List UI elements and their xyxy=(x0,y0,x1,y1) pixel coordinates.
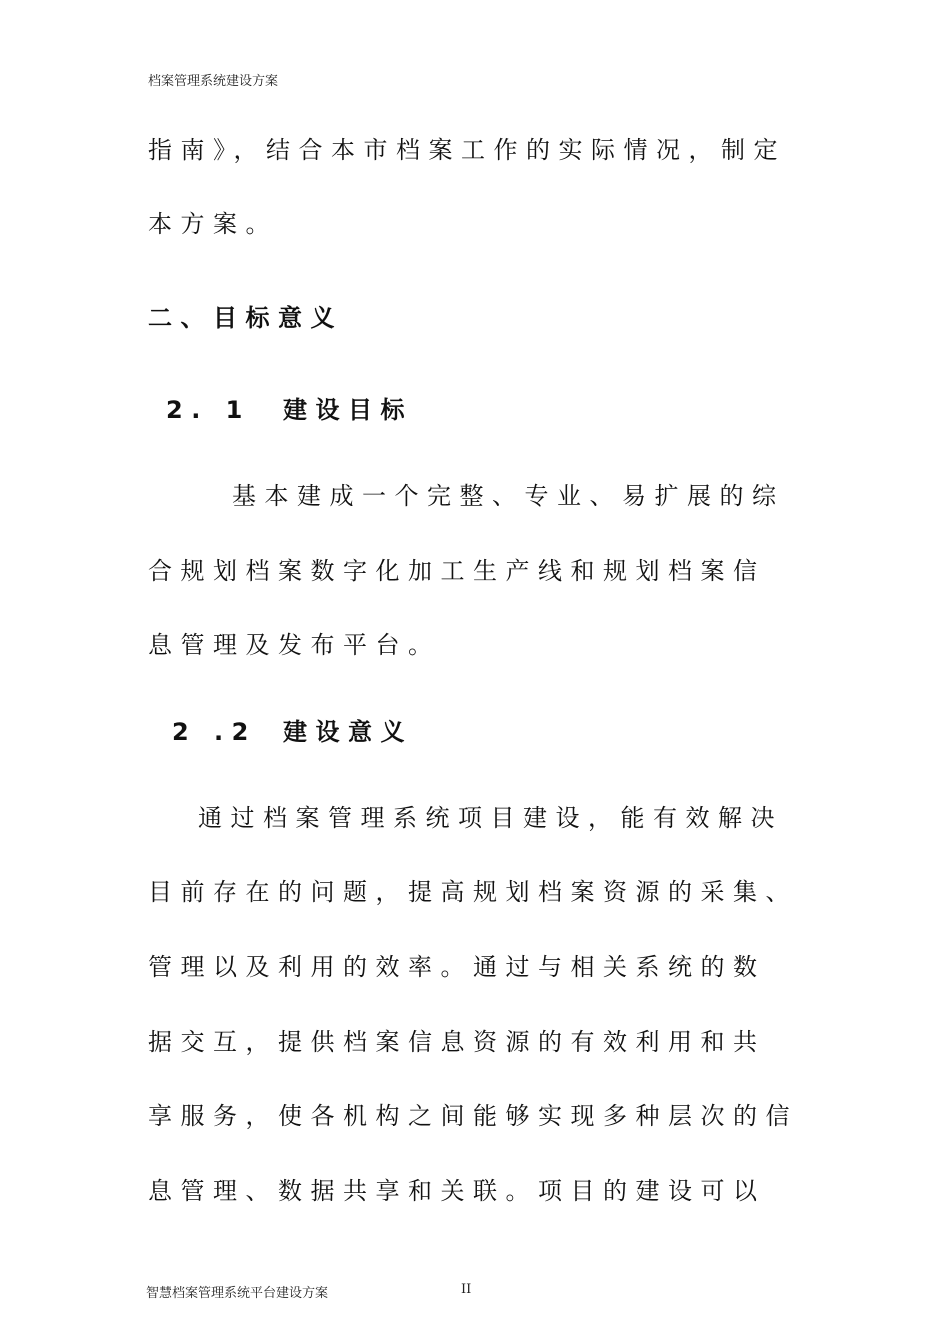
running-header: 档案管理系统建设方案 xyxy=(148,74,279,89)
paragraph-line: 管理以及利用的效率。通过与相关系统的数 xyxy=(148,953,766,981)
subsection-title: 建设目标 xyxy=(283,396,413,424)
paragraph-line: 合规划档案数字化加工生产线和规划档案信 xyxy=(148,557,766,585)
paragraph-line: 息管理及发布平台。 xyxy=(148,631,441,659)
page-number: II xyxy=(461,1282,472,1297)
paragraph-line: 本方案。 xyxy=(148,210,278,238)
paragraph-line: 目前存在的问题，提高规划档案资源的采集、 xyxy=(148,878,798,906)
paragraph-line: 通过档案管理系统项目建设，能有效解决 xyxy=(198,804,783,832)
section-heading: 二、目标意义 xyxy=(148,304,343,332)
subsection-title: 建设意义 xyxy=(283,718,413,746)
footer-title: 智慧档案管理系统平台建设方案 xyxy=(146,1286,329,1301)
paragraph-line: 据交互，提供档案信息资源的有效利用和共 xyxy=(148,1028,766,1056)
subsection-number: 2 .2 xyxy=(172,718,257,746)
paragraph-line: 享服务，使各机构之间能够实现多种层次的信 xyxy=(148,1102,798,1130)
paragraph-line: 基本建成一个完整、专业、易扩展的综 xyxy=(232,482,785,510)
paragraph-line: 息管理、数据共享和关联。项目的建设可以 xyxy=(148,1177,766,1205)
paragraph-line: 指南》，结合本市档案工作的实际情况，制定 xyxy=(148,136,786,164)
subsection-number: 2. 1 xyxy=(166,396,251,424)
